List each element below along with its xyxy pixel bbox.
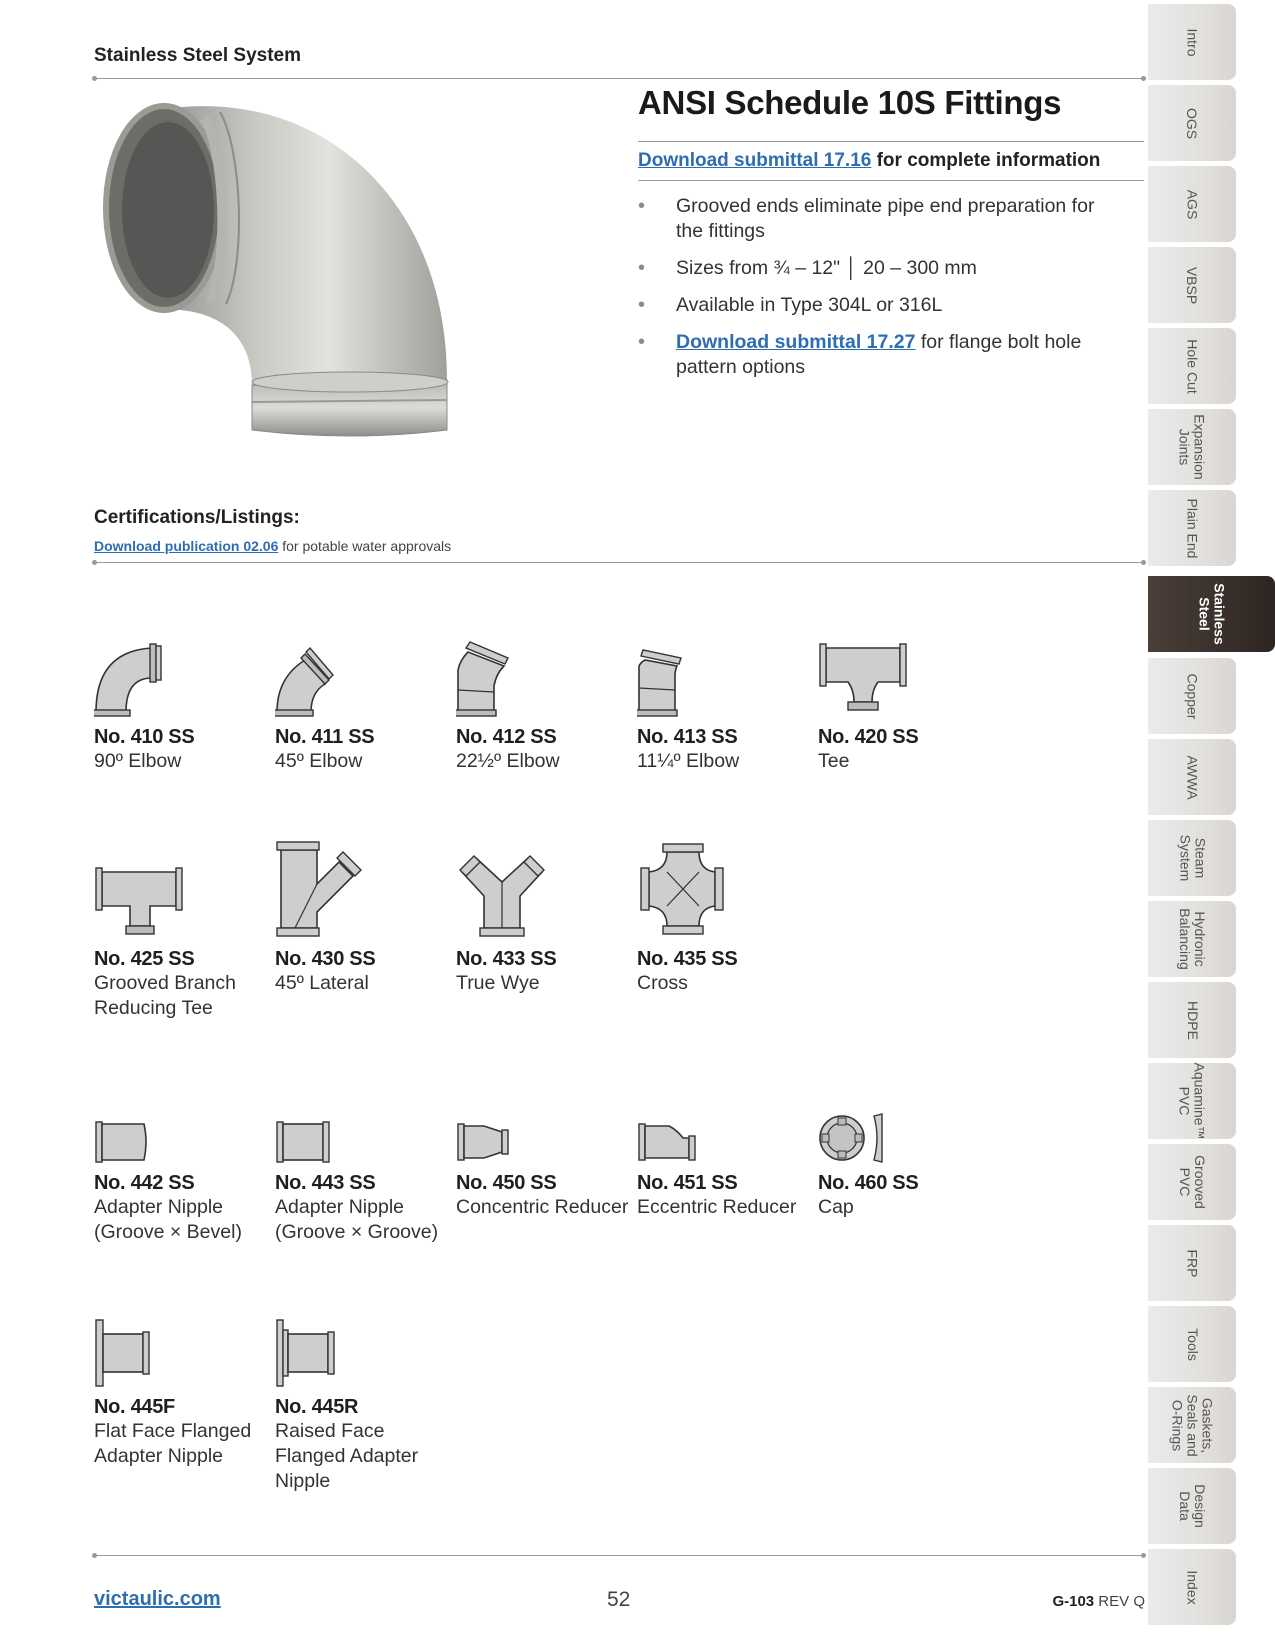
fitting-450 xyxy=(456,1110,636,1220)
site-link[interactable]: victaulic.com xyxy=(94,1588,221,1610)
feature-item: • Available in Type 304L or 316L xyxy=(638,293,1098,318)
fitting-description: 45º Lateral xyxy=(275,972,369,994)
elbow-product-photo xyxy=(92,90,482,462)
certifications-heading: Certifications/Listings: xyxy=(94,507,300,528)
fitting-number: No. 412 SS xyxy=(456,726,557,748)
tab-label: Stainless Steel xyxy=(1196,583,1228,645)
fitting-number: No. 443 SS xyxy=(275,1172,376,1194)
fitting-description: Adapter Nipple (Groove × Groove) xyxy=(275,1196,439,1243)
cross-icon xyxy=(637,840,729,940)
concentric-reducer-icon xyxy=(456,1110,548,1164)
tab-ags[interactable] xyxy=(1148,166,1236,242)
fitting-description: Eccentric Reducer xyxy=(637,1196,797,1218)
cap-icon xyxy=(818,1110,910,1164)
fitting-443 xyxy=(275,1110,455,1245)
fitting-412 xyxy=(456,640,636,774)
title-divider xyxy=(638,141,1144,142)
feature-item: • Sizes from ¾ – 12" │ 20 – 300 mm xyxy=(638,256,1098,281)
feature-item-text: for flange bolt hole pattern options xyxy=(676,331,1082,378)
reducing-tee-icon xyxy=(94,840,186,940)
fitting-number: No. 450 SS xyxy=(456,1172,557,1194)
tab-awwa[interactable] xyxy=(1148,739,1236,815)
elbow-22-icon xyxy=(456,640,536,718)
elbow-90-icon xyxy=(94,640,174,718)
fitting-number: No. 451 SS xyxy=(637,1172,738,1194)
tab-label: Hole Cut xyxy=(1184,338,1201,394)
section-tabs xyxy=(1148,0,1275,1650)
tab-label: Steam System xyxy=(1177,834,1208,882)
elbow-45-icon xyxy=(275,640,355,718)
tab-label: Index xyxy=(1184,1569,1201,1605)
tab-vbsp[interactable] xyxy=(1148,247,1236,323)
tab-label: Tools xyxy=(1184,1327,1201,1361)
tab-expansion-joints[interactable] xyxy=(1148,409,1236,485)
tab-label: Expansion Joints xyxy=(1176,414,1208,480)
fitting-445r xyxy=(275,1318,455,1494)
tab-tools[interactable] xyxy=(1148,1306,1236,1382)
elbow-11-icon xyxy=(637,640,717,718)
fitting-description: Grooved Branch Reducing Tee xyxy=(94,972,236,1019)
nipple-groove-bevel-icon xyxy=(94,1110,186,1164)
fitting-430 xyxy=(275,840,455,996)
flat-face-flange-icon xyxy=(94,1318,186,1388)
fitting-442 xyxy=(94,1110,274,1245)
tab-label: Copper xyxy=(1184,673,1201,719)
fitting-number: No. 445F xyxy=(94,1396,175,1418)
certifications-text-rest: for potable water approvals xyxy=(278,538,452,554)
fitting-description: 45º Elbow xyxy=(275,750,363,772)
fitting-410 xyxy=(94,640,274,774)
fitting-description: Concentric Reducer xyxy=(456,1196,629,1218)
fitting-description: Flat Face Flanged Adapter Nipple xyxy=(94,1420,252,1467)
tab-ogs[interactable] xyxy=(1148,85,1236,161)
tab-label: Aquamine™ PVC xyxy=(1176,1062,1208,1140)
document-code-rev: REV Q xyxy=(1094,1593,1145,1610)
fitting-420 xyxy=(818,640,998,774)
submittal-line xyxy=(638,150,1100,172)
fitting-description: True Wye xyxy=(456,972,540,994)
tab-hdpe[interactable] xyxy=(1148,982,1236,1058)
fitting-number: No. 430 SS xyxy=(275,948,376,970)
tab-gaskets-seals-o-rings[interactable] xyxy=(1148,1387,1236,1463)
download-publication-02-06-link[interactable]: Download publication 02.06 xyxy=(94,538,279,554)
tee-icon xyxy=(818,640,910,718)
fitting-number: No. 425 SS xyxy=(94,948,195,970)
tab-copper[interactable] xyxy=(1148,658,1236,734)
fitting-description: Adapter Nipple (Groove × Bevel) xyxy=(94,1196,242,1243)
nipple-groove-groove-icon xyxy=(275,1110,367,1164)
feature-list xyxy=(638,194,1098,392)
fitting-433 xyxy=(456,840,636,996)
tab-label: AGS xyxy=(1184,189,1201,219)
true-wye-icon xyxy=(456,840,548,940)
tab-label: Grooved PVC xyxy=(1176,1155,1208,1209)
fitting-460 xyxy=(818,1110,998,1220)
tab-label: HDPE xyxy=(1184,1000,1201,1040)
eccentric-reducer-icon xyxy=(637,1110,729,1164)
fitting-description: 22½º Elbow xyxy=(456,750,560,772)
tab-aquamine-pvc[interactable] xyxy=(1148,1063,1236,1139)
fitting-number: No. 420 SS xyxy=(818,726,919,748)
fitting-number: No. 445R xyxy=(275,1396,359,1418)
tab-grooved-pvc[interactable] xyxy=(1148,1144,1236,1220)
fitting-451 xyxy=(637,1110,817,1220)
tab-label: Gaskets, Seals and O-Rings xyxy=(1169,1393,1216,1457)
fitting-number: No. 411 SS xyxy=(275,726,375,748)
tab-label: OGS xyxy=(1184,107,1201,139)
tab-label: AWWA xyxy=(1184,754,1201,800)
fitting-435 xyxy=(637,840,817,996)
fitting-425 xyxy=(94,840,274,1021)
certifications-text xyxy=(94,538,451,554)
lateral-icon xyxy=(275,840,367,940)
tab-steam-system[interactable] xyxy=(1148,820,1236,896)
feature-item: • Grooved ends eliminate pipe end preparation for the fittings xyxy=(638,194,1098,244)
page-number: 52 xyxy=(607,1588,631,1611)
tab-intro[interactable] xyxy=(1148,4,1236,80)
header-divider xyxy=(94,78,1144,79)
tab-plain-end[interactable] xyxy=(1148,490,1236,566)
tab-hole-cut[interactable] xyxy=(1148,328,1236,404)
tab-label: VBSP xyxy=(1184,266,1201,304)
fitting-description: 11¼º Elbow xyxy=(637,750,740,772)
feature-item xyxy=(638,330,1098,380)
tab-label: Plain End xyxy=(1184,498,1201,558)
tab-stainless-steel[interactable] xyxy=(1148,576,1275,652)
fitting-413 xyxy=(637,640,817,774)
document-code-id: G-103 xyxy=(1052,1593,1095,1610)
fitting-number: No. 433 SS xyxy=(456,948,557,970)
tab-label: Hydronic Balancing xyxy=(1177,908,1208,970)
fitting-description: Cross xyxy=(637,972,688,994)
section-title: Stainless Steel System xyxy=(94,45,301,66)
fitting-number: No. 442 SS xyxy=(94,1172,195,1194)
download-submittal-17-16-link[interactable]: Download submittal 17.16 xyxy=(638,150,872,171)
tab-label: FRP xyxy=(1184,1249,1201,1277)
footer-divider xyxy=(94,1555,1144,1556)
tab-index[interactable] xyxy=(1148,1549,1236,1625)
fitting-description: 90º Elbow xyxy=(94,750,182,772)
fitting-number: No. 413 SS xyxy=(637,726,738,748)
tab-label: Intro xyxy=(1184,27,1201,57)
fitting-description: Tee xyxy=(818,750,850,772)
product-title: ANSI Schedule 10S Fittings xyxy=(638,84,1062,121)
fitting-number: No. 410 SS xyxy=(94,726,195,748)
fitting-411 xyxy=(275,640,455,774)
submittal-line-text: for complete information xyxy=(871,150,1101,171)
fitting-445f xyxy=(94,1318,274,1469)
tab-frp[interactable] xyxy=(1148,1225,1236,1301)
fitting-number: No. 460 SS xyxy=(818,1172,919,1194)
fitting-description: Cap xyxy=(818,1196,854,1218)
tab-label: Design Data xyxy=(1177,1484,1208,1528)
document-code xyxy=(1052,1593,1145,1610)
tab-hydronic-balancing[interactable] xyxy=(1148,901,1236,977)
certifications-divider xyxy=(94,562,1144,563)
fitting-number: No. 435 SS xyxy=(637,948,738,970)
raised-face-flange-icon xyxy=(275,1318,367,1388)
tab-design-data[interactable] xyxy=(1148,1468,1236,1544)
fitting-description: Raised Face Flanged Adapter Nipple xyxy=(275,1420,419,1492)
submittal-divider xyxy=(638,180,1144,181)
download-submittal-17-27-link[interactable]: Download submittal 17.27 xyxy=(676,331,916,353)
